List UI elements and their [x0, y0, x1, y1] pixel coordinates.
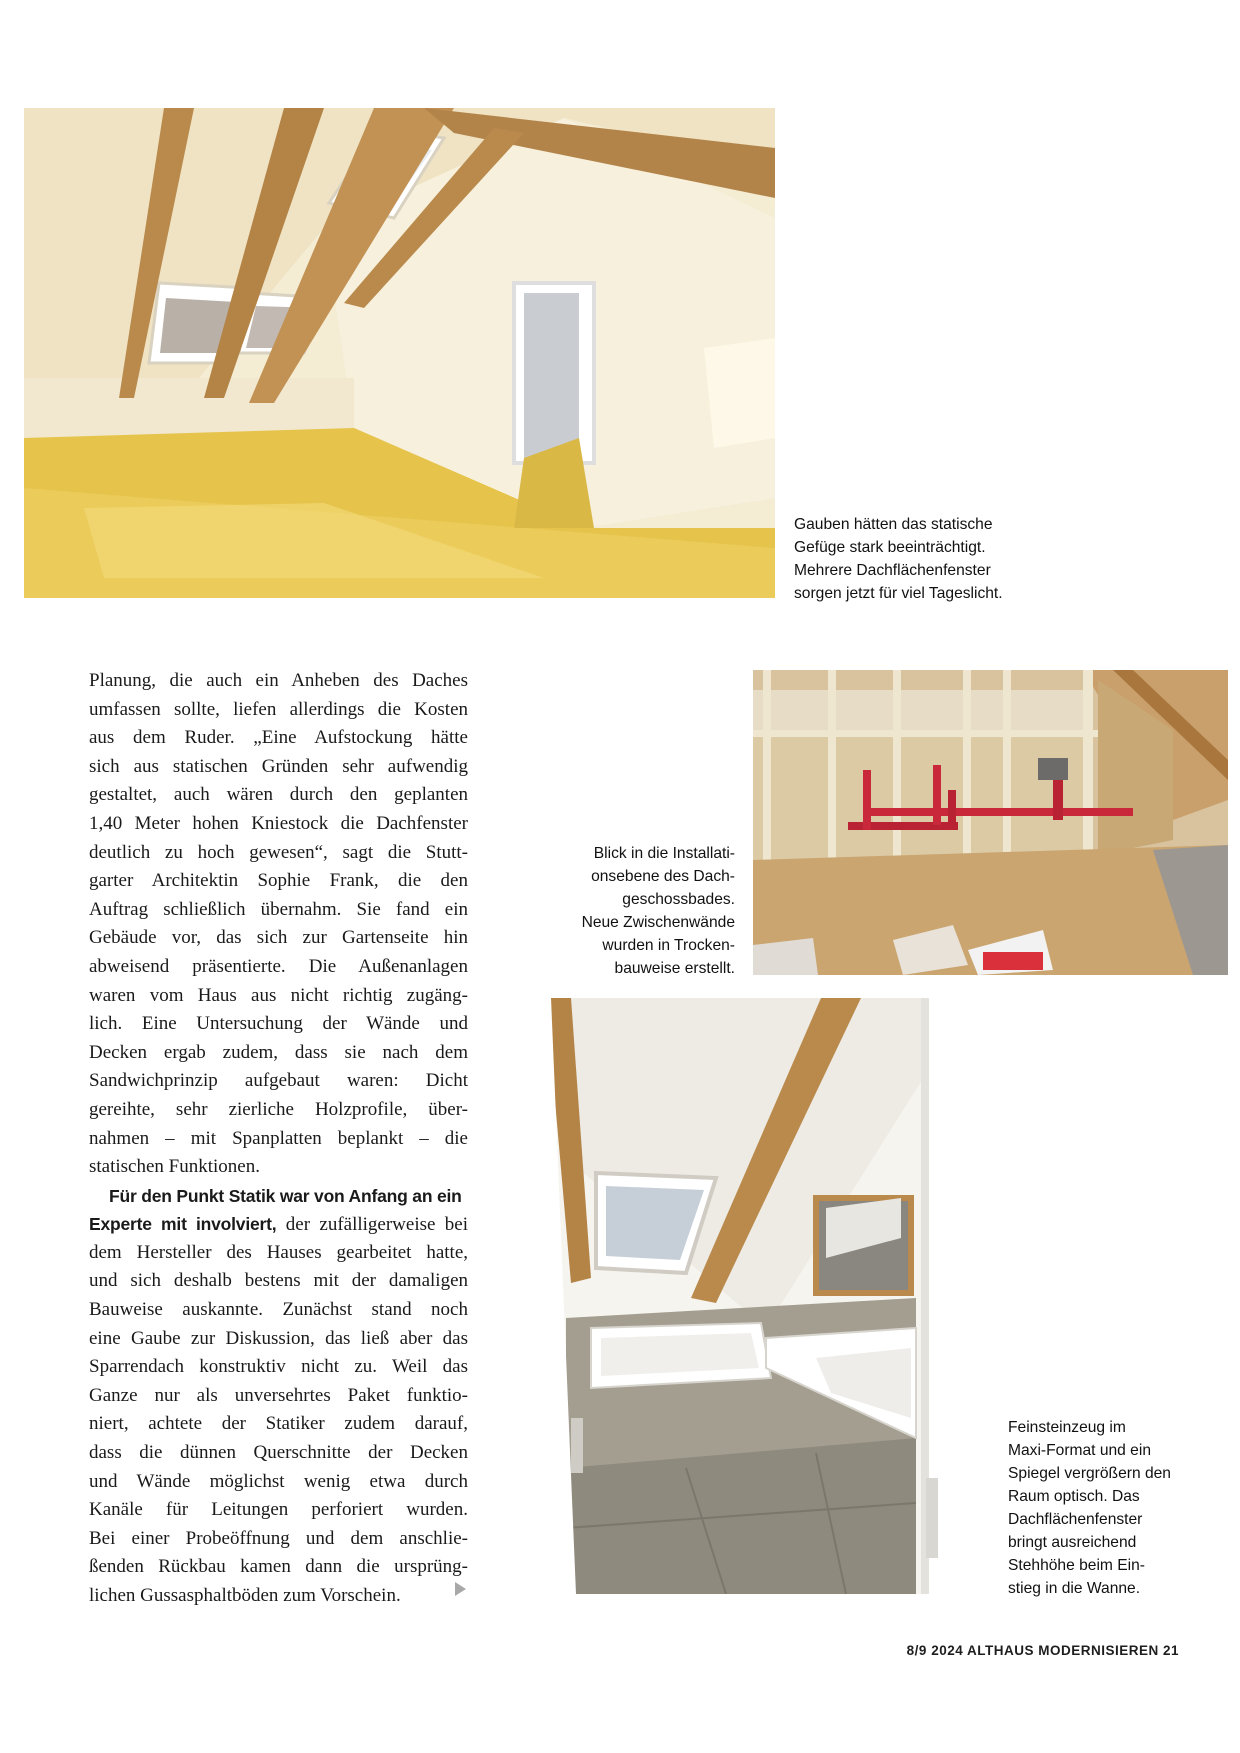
article-line: Sandwichprinzip aufgebaut waren: Dicht [89, 1070, 468, 1092]
article-line: gereihte, sehr zierliche Holzprofile, über- [89, 1098, 468, 1120]
attic-photo [24, 108, 775, 598]
article-line: Auftrag schließlich übernahm. Sie fand ein [89, 898, 468, 920]
article-line: waren vom Haus aus nicht richtig zugäng- [89, 984, 468, 1006]
caption-line: onsebene des Dach- [591, 868, 735, 885]
caption-line: Gauben hätten das statische [794, 516, 993, 533]
article-line: niert, achtete der Statiker zudem darauf, [89, 1413, 468, 1435]
caption-line: Mehrere Dachflächenfenster [794, 562, 991, 579]
article-line: Bauweise auskannte. Zunächst stand noch [89, 1299, 468, 1321]
caption-line: Raum optisch. Das [1008, 1488, 1140, 1505]
caption-line: Feinsteinzeug im [1008, 1419, 1126, 1436]
installation-illustration [753, 670, 1228, 975]
article-line: eine Gaube zur Diskussion, das ließ aber das [89, 1327, 468, 1349]
article-line: 1,40 Meter hohen Kniestock die Dachfenster [89, 812, 468, 834]
article-line: deutlich zu hoch gewesen“, sagt die Stutt- [89, 841, 468, 863]
article-body [89, 667, 468, 1611]
bathroom-photo [516, 998, 990, 1594]
article-line: Ganze nur als unversehrtes Paket funktio- [89, 1384, 468, 1406]
article-line: Gebäude vor, das sich zur Gartenseite hin [89, 927, 468, 949]
installation-caption [520, 842, 735, 980]
installation-photo [753, 670, 1228, 975]
page-footer: 8/9 2024 ALTHAUS MODERNISIEREN 21 [906, 1643, 1179, 1658]
attic-illustration [24, 108, 775, 598]
article-line: garter Architektin Sophie Frank, die den [89, 870, 468, 892]
article-line: abweisend präsentierte. Die Außenanlagen [89, 955, 468, 977]
caption-line: Maxi-Format und ein [1008, 1442, 1151, 1459]
caption-line: sorgen jetzt für viel Tageslicht. [794, 585, 1003, 602]
caption-line: Stehhöhe beim Ein- [1008, 1557, 1145, 1574]
caption-line: Gefüge stark beeinträchtigt. [794, 539, 986, 556]
article-line: gestaltet, auch wären durch den geplanten [89, 784, 468, 806]
article-line: und sich deshalb bestens mit der damaligen [89, 1270, 468, 1292]
bathroom-caption [1008, 1416, 1171, 1600]
article-line: Bei einer Probeöffnung und dem anschlie- [89, 1527, 468, 1549]
article-line: aus dem Ruder. „Eine Aufstockung hätte [89, 727, 468, 749]
attic-caption [794, 513, 1003, 605]
article-line: lich. Eine Untersuchung der Wände und [89, 1013, 468, 1035]
lead-in-rest: der zufälligerweise bei [276, 1214, 468, 1236]
caption-line: stieg in die Wanne. [1008, 1580, 1141, 1597]
caption-line: Neue Zwischenwände [581, 914, 735, 931]
caption-line: Dachflächenfenster [1008, 1511, 1143, 1528]
lead-in-bold: Für den Punkt Statik war von Anfang an ein [109, 1185, 462, 1206]
article-line: Sparrendach konstruktiv nicht zu. Weil das [89, 1356, 468, 1378]
article-line: und Wände möglichst wenig etwa durch [89, 1470, 468, 1492]
article-line: lichen Gussasphaltböden zum Vorschein. [89, 1585, 401, 1606]
article-line: statischen Funktionen. [89, 1156, 260, 1178]
caption-line: wurden in Trocken- [602, 937, 735, 954]
end-of-article-triangle-icon [455, 1582, 466, 1596]
caption-line: Blick in die Installati- [593, 845, 735, 862]
caption-line: geschossbades. [622, 891, 735, 908]
article-line-lead-1 [89, 1182, 468, 1211]
caption-line: Spiegel vergrößern den [1008, 1465, 1171, 1482]
article-line: ßenden Rückbau kamen dann die ursprüng- [89, 1556, 468, 1578]
bathroom-illustration [516, 998, 990, 1594]
article-line: sich aus statischen Gründen sehr aufwendig [89, 755, 468, 777]
article-line: dass die dünnen Querschnitte der Decken [89, 1442, 468, 1464]
lead-in-bold: Experte mit involviert, [89, 1214, 277, 1235]
article-line: Kanäle für Leitungen perforiert wurden. [89, 1499, 468, 1521]
article-line: nahmen – mit Spanplatten beplankt – die [89, 1127, 468, 1149]
caption-line: bringt ausreichend [1008, 1534, 1137, 1551]
article-line: Planung, die auch ein Anheben des Daches [89, 670, 468, 691]
article-line: Decken ergab zudem, dass sie nach dem [89, 1041, 468, 1063]
caption-line: bauweise erstellt. [614, 960, 735, 977]
article-line: dem Hersteller des Hauses gearbeitet hatte, [89, 1241, 468, 1263]
article-line-lead-2 [89, 1210, 468, 1239]
article-line: umfassen sollte, liefen allerdings die Kosten [89, 698, 468, 720]
